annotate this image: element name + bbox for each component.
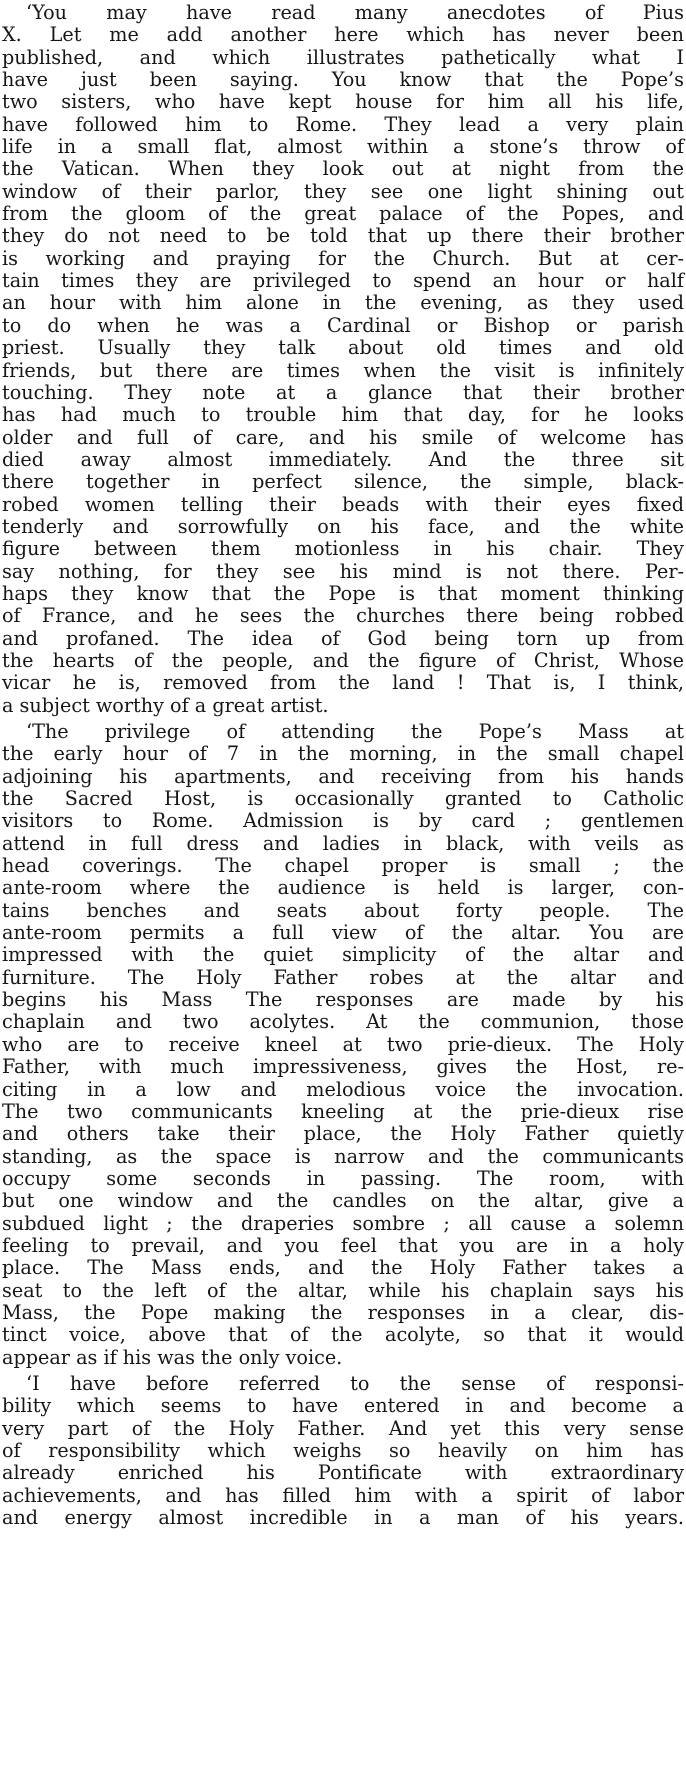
text-line: from the gloom of the great palace of the Popes, and	[2, 203, 684, 226]
text-line: there together in perfect silence, the simple, black-	[2, 471, 684, 494]
text-line: occupy some seconds in passing. The room, with	[2, 1167, 684, 1190]
text-line: begins his Mass The responses are made by his	[2, 989, 684, 1012]
text-line: chaplain and two acolytes. At the communion, those	[2, 1011, 684, 1034]
paragraph-2	[0, 721, 686, 1369]
text-line: published, and which illustrates pathetically what I	[2, 46, 684, 69]
text-line: standing, as the space is narrow and the communicants	[2, 1145, 684, 1168]
text-line: of responsibility which weighs so heavily on him has	[2, 1440, 684, 1462]
text-line: tain times they are privileged to spend an hour or half	[2, 270, 684, 293]
text-line: ante-room where the audience is held is larger, con-	[2, 877, 684, 900]
text-line: robed women telling their beads with their eyes fixed	[2, 493, 684, 516]
text-line: visitors to Rome. Admission is by card ; gentlemen	[2, 810, 684, 833]
text-line: feeling to prevail, and you feel that you are in a holy	[2, 1234, 684, 1257]
text-line: say nothing, for they see his mind is not there. Per-	[2, 560, 684, 583]
text-line: tains benches and seats about forty people. The	[2, 899, 684, 922]
text-line: and profaned. The idea of God being torn up from	[2, 627, 684, 650]
text-line: X. Let me add another here which has never been	[2, 24, 684, 47]
text-line: figure between them motionless in his chair. They	[2, 538, 684, 561]
text-line: friends, but there are times when the visit is infinitely	[2, 359, 684, 382]
text-line: subdued light ; the draperies sombre ; all cause a solemn	[2, 1212, 684, 1235]
text-line: Father, with much impressiveness, gives the Host, re-	[2, 1056, 684, 1079]
text-line: the hearts of the people, and the figure of Christ, Whose	[2, 649, 684, 672]
text-line: impressed with the quiet simplicity of the altar and	[2, 944, 684, 967]
text-line: but one window and the candles on the altar, give a	[2, 1190, 684, 1213]
text-line: head coverings. The chapel proper is small ; the	[2, 855, 684, 878]
text-line: and others take their place, the Holy Father quietly	[2, 1123, 684, 1146]
text-line: already enriched his Pontificate with extraordinary	[2, 1462, 684, 1485]
text-line: bility which seems to have entered in and become a	[2, 1395, 684, 1418]
text-line: tinct voice, above that of the acolyte, so that it would	[2, 1324, 684, 1347]
text-line: the Vatican. When they look out at night from the	[2, 158, 684, 181]
text-line: tenderly and sorrowfully on his face, and the white	[2, 515, 684, 538]
text-line: window of their parlor, they see one light shining out	[2, 180, 684, 203]
text-line: The two communicants kneeling at the prie-dieux rise	[2, 1100, 684, 1123]
text-line: achievements, and has filled him with a spirit of labor	[2, 1484, 684, 1507]
text-line: touching. They note at a glance that their brother	[2, 381, 684, 404]
paragraph-1	[0, 2, 686, 717]
text-line: the early hour of 7 in the morning, in the small chapel	[2, 743, 684, 766]
text-line: very part of the Holy Father. And yet this very sense	[2, 1417, 684, 1440]
text-line: an hour with him alone in the evening, as they used	[2, 292, 684, 315]
text-line: have just been saying. You know that the Pope’s	[2, 69, 684, 92]
text-line: who are to receive kneel at two prie-dieux. The Holy	[2, 1033, 684, 1056]
text-line: the Sacred Host, is occasionally granted to Catholic	[2, 788, 684, 811]
text-line: adjoining his apartments, and receiving from his hands	[2, 765, 684, 788]
text-line: ‘I have before referred to the sense of responsi-	[26, 1372, 684, 1395]
text-line: attend in full dress and ladies in black, with veils as	[2, 832, 684, 855]
text-line: seat to the left of the altar, while his chaplain says his	[2, 1279, 684, 1302]
text-line: ‘The privilege of attending the Pope’s Mass at	[26, 721, 684, 743]
text-line: priest. Usually they talk about old times and old	[2, 337, 684, 360]
text-line: vicar he is, removed from the land ! That is, I think,	[2, 672, 684, 695]
text-line: and energy almost incredible in a man of his years.	[2, 1507, 684, 1530]
text-line: ‘You may have read many anecdotes of Pius	[26, 2, 684, 24]
text-line: died away almost immediately. And the three sit	[2, 448, 684, 471]
text-line: furniture. The Holy Father robes at the altar and	[2, 966, 684, 989]
text-line: is working and praying for the Church. But at cer-	[2, 247, 684, 270]
text-line: appear as if his was the only voice.	[2, 1346, 343, 1369]
text-line: have followed him to Rome. They lead a very plain	[2, 113, 684, 136]
text-line: to do when he was a Cardinal or Bishop or parish	[2, 314, 684, 337]
text-line: has had much to trouble him that day, for he looks	[2, 404, 684, 427]
text-line: of France, and he sees the churches there being robbed	[2, 605, 684, 628]
text-line: they do not need to be told that up there their brother	[2, 225, 684, 248]
text-line: older and full of care, and his smile of welcome has	[2, 426, 684, 449]
text-line: citing in a low and melodious voice the invocation.	[2, 1078, 684, 1101]
text-line: a subject worthy of a great artist.	[2, 694, 329, 717]
text-line: two sisters, who have kept house for him all his life,	[2, 91, 684, 114]
text-line: haps they know that the Pope is that moment thinking	[2, 582, 684, 605]
text-line: ante-room permits a full view of the altar. You are	[2, 922, 684, 945]
paragraph-3	[0, 1373, 686, 1529]
text-line: place. The Mass ends, and the Holy Father takes a	[2, 1257, 684, 1280]
text-line: life in a small flat, almost within a stone’s throw of	[2, 136, 684, 159]
text-line: Mass, the Pope making the responses in a clear, dis-	[2, 1301, 684, 1324]
